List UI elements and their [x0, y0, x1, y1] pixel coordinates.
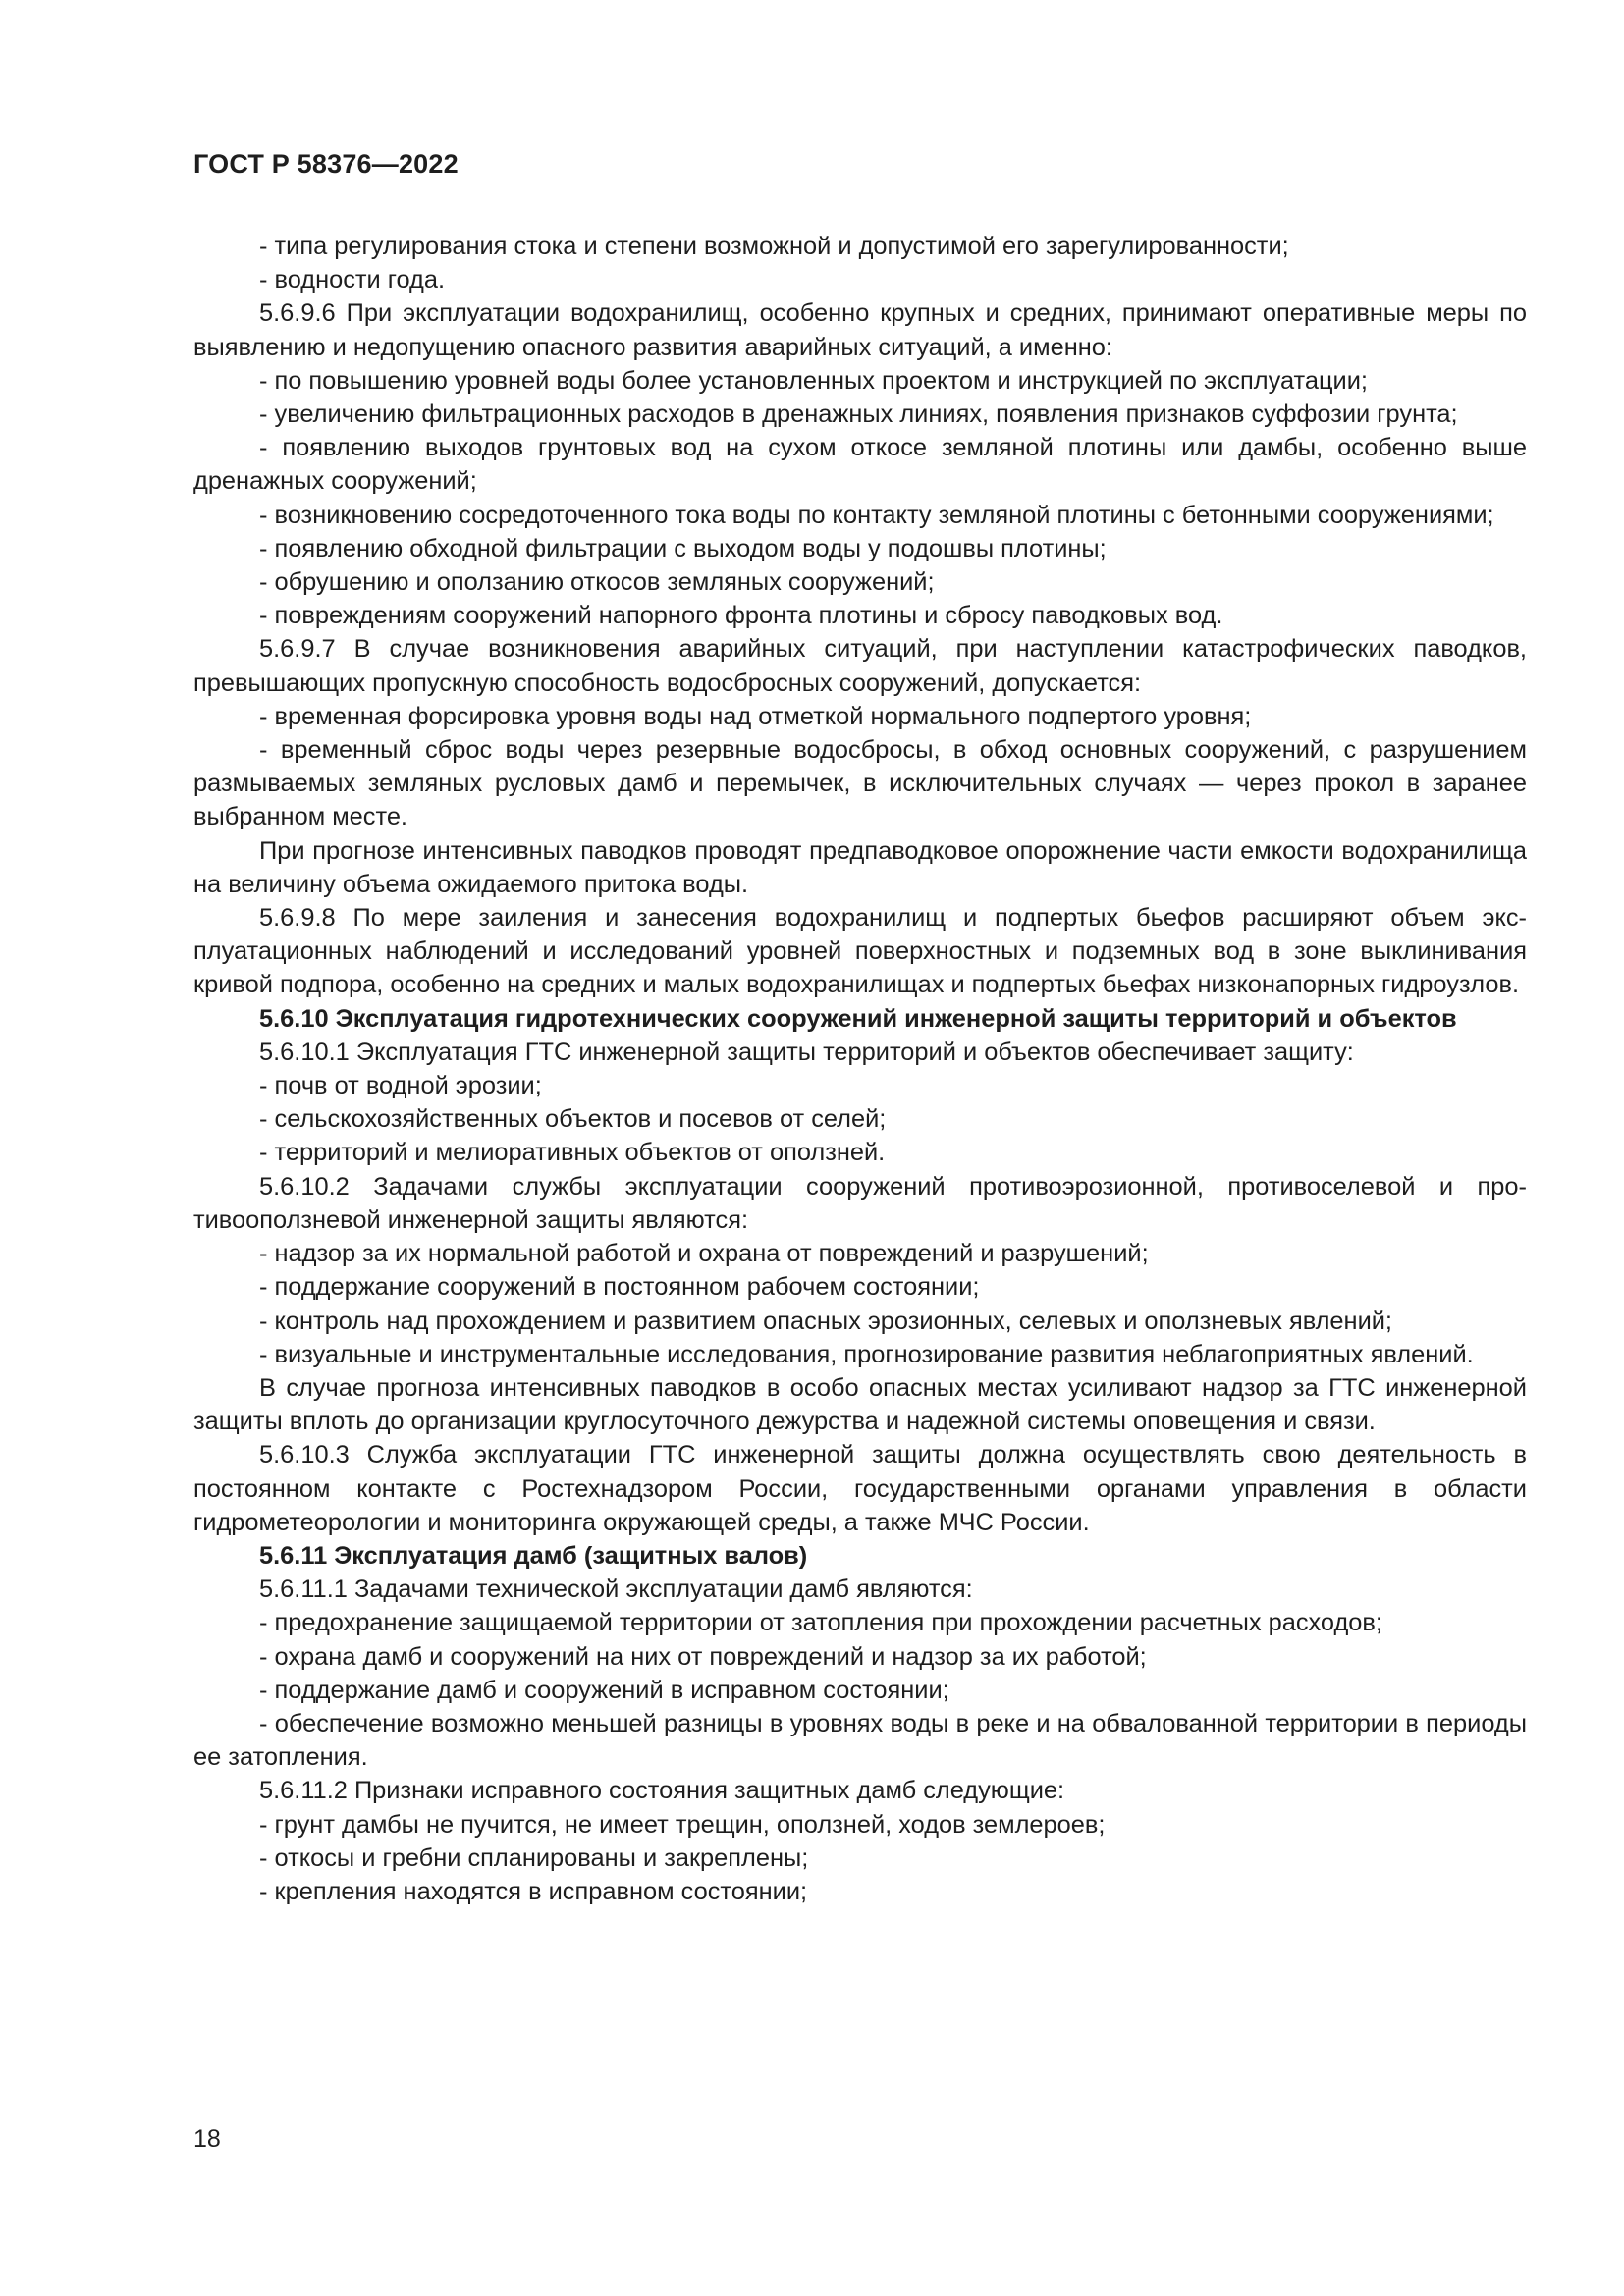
section-heading: 5.6.11 Эксплуатация дамб (защитных валов) [259, 1541, 808, 1570]
paragraph: 5.6.9.8 По мере заиления и занесения водохранилищ и подпертых бьефов расширяют объем эксплуатационных наблюдений и исследований уровней поверхностных и подземных вод в зоне выклинивания кривой подпора, особенно на средних и малых водохранилищах и подпертых бьефах низконапорных гидроузлов. [193, 904, 1527, 999]
document-body [193, 230, 1527, 1908]
paragraph: 5.6.10.3 Служба эксплуатации ГТС инженерной защиты должна осуществлять свою деятельность в постоянном контакте с Ростехнадзором России, государственными органами управления в области гидрометеорологии и мониторинга окружающей среды, а также МЧС России. [193, 1441, 1527, 1536]
list-item: - обеспечение возможно меньшей разницы в уровнях воды в реке и на обвалованной территории в периоды ее затопления. [193, 1709, 1527, 1772]
list-item: - появлению обходной фильтрации с выходом воды у подошвы плотины; [259, 534, 1107, 562]
list-item: - визуальные и инструментальные исследования, прогнозирование развития неблагоприятных явлений. [259, 1340, 1474, 1368]
paragraph: 5.6.10.2 Задачами службы эксплуатации сооружений противоэрозионной, противоселевой и противооползневой инженерной защиты являются: [193, 1172, 1527, 1234]
list-item: - поддержание дамб и сооружений в исправном состоянии; [259, 1676, 949, 1704]
paragraph: 5.6.11.2 Признаки исправного состояния защитных дамб следующие: [259, 1777, 1065, 1805]
list-item: - грунт дамбы не пучится, не имеет трещин, оползней, ходов землероев; [259, 1810, 1106, 1839]
list-item: - почв от водной эрозии; [259, 1072, 542, 1100]
list-item: - охрана дамб и сооружений на них от повреждений и надзор за их работой; [259, 1642, 1147, 1671]
list-item: - временный сброс воды через резервные водосбросы, в обход основных сооружений, с разрушением размываемых земляных русловых дамб и перемычек, в исключительных случаях — через прокол в заранее выбранном месте. [193, 736, 1527, 831]
list-item: - по повышению уровней воды более установленных проектом и инструкцией по эксплуатации; [259, 366, 1368, 395]
paragraph: 5.6.10.1 Эксплуатация ГТС инженерной защиты территорий и объектов обеспечивает защиту: [259, 1038, 1354, 1066]
list-item: - появлению выходов грунтовых вод на сухом откосе земляной плотины или дамбы, особенно выше дренажных сооружений; [193, 434, 1527, 496]
paragraph: 5.6.9.7 В случае возникновения аварийных ситуаций, при наступлении катастрофических паводков, превышающих пропускную способность водосбросных сооружений, допускается: [193, 635, 1527, 697]
paragraph: При прогнозе интенсивных паводков проводят предпаводковое опорожнение части емкости водохранилища на величину объема ожидаемого притока воды. [193, 836, 1527, 898]
list-item: - сельскохозяйственных объектов и посевов от селей; [259, 1105, 887, 1134]
list-item: - территорий и мелиоративных объектов от оползней. [259, 1139, 886, 1167]
paragraph: В случае прогноза интенсивных паводков в особо опасных местах усиливают надзор за ГТС инженерной защиты вплоть до организации круглосуточного дежурства и надежной системы оповещения и связи. [193, 1373, 1527, 1436]
list-item: - надзор за их нормальной работой и охрана от повреждений и разрушений; [259, 1240, 1149, 1268]
section-heading: 5.6.10 Эксплуатация гидротехнических сооружений инженерной защиты территорий и объектов [259, 1004, 1457, 1033]
page-number: 18 [193, 2125, 221, 2153]
list-item: - водности года. [259, 266, 446, 294]
list-item: - контроль над прохождением и развитием опасных эрозионных, селевых и оползневых явлений; [259, 1307, 1392, 1335]
list-item: - откосы и гребни спланированы и закреплены; [259, 1843, 809, 1872]
list-item: - поддержание сооружений в постоянном рабочем состоянии; [259, 1273, 980, 1302]
paragraph: 5.6.11.1 Задачами технической эксплуатации дамб являются: [259, 1575, 973, 1604]
list-item: - временная форсировка уровня воды над отметкой нормального подпертого уровня; [259, 702, 1252, 730]
list-item: - типа регулирования стока и степени возможной и допустимой его зарегулированности; [259, 233, 1289, 260]
list-item: - возникновению сосредоточенного тока воды по контакту земляной плотины с бетонными сооружениями; [259, 501, 1494, 529]
paragraph: 5.6.9.6 При эксплуатации водохранилищ, особенно крупных и средних, принимают оперативные меры по выявлению и недопущению опасного развития аварийных ситуаций, а именно: [193, 299, 1527, 361]
list-item: - крепления находятся в исправном состоянии; [259, 1877, 808, 1905]
list-item: - предохранение защищаемой территории от затопления при прохождении расчетных расходов; [259, 1609, 1382, 1637]
document-header: ГОСТ Р 58376—2022 [193, 149, 459, 179]
list-item: - увеличению фильтрационных расходов в дренажных линиях, появления признаков суффозии грунта; [259, 400, 1458, 429]
list-item: - обрушению и оползанию откосов земляных сооружений; [259, 568, 935, 597]
list-item: - повреждениям сооружений напорного фронта плотины и сбросу паводковых вод. [259, 602, 1223, 630]
